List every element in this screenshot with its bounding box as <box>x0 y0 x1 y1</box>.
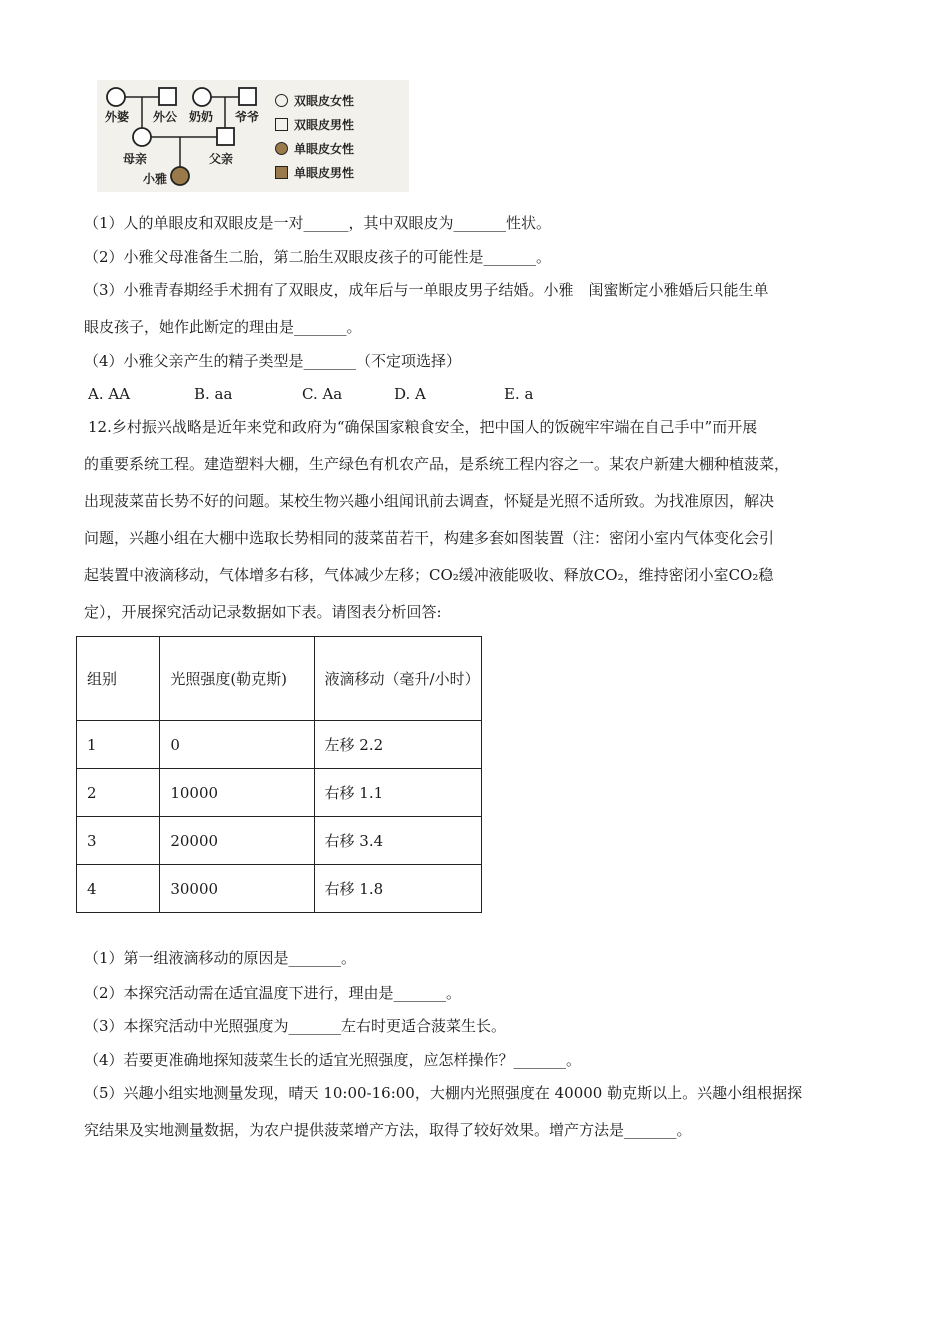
mother-symbol <box>133 128 151 146</box>
q11-sub3-line1: （3）小雅青春期经手术拥有了双眼皮，成年后与一单眼皮男子结婚。小雅 闺蜜断定小雅婚后只能生单 <box>84 281 769 299</box>
header-light: 光照强度(勒克斯) <box>160 637 314 721</box>
open-circle-icon <box>275 94 288 107</box>
q12-sub1: （1）第一组液滴移动的原因是_______。 <box>84 949 357 967</box>
q12-sub4: （4）若要更准确地探知菠菜生长的适宜光照强度，应怎样操作？_______。 <box>84 1051 582 1069</box>
header-group: 组别 <box>77 637 160 721</box>
table-cell: 右移 1.1 <box>314 769 481 817</box>
table-cell: 2 <box>77 769 160 817</box>
q12-line-2: 的重要系统工程。建造塑料大棚，生产绿色有机农产品，是系统工程内容之一。某农户新建大棚种植菠菜， <box>84 455 790 473</box>
option-e: E. a <box>504 385 534 403</box>
q12-line-4: 问题，兴趣小组在大棚中选取长势相同的菠菜苗若干，构建多套如图装置（注：密闭小室内气体变化会引 <box>84 529 775 547</box>
filled-circle-icon <box>275 142 288 155</box>
pedigree-legend <box>275 88 405 184</box>
table-row <box>77 865 482 913</box>
legend-item <box>275 112 405 136</box>
table-cell: 1 <box>77 721 160 769</box>
label-mother: 母亲 <box>123 152 148 166</box>
q11-sub2: （2）小雅父母准备生二胎，第二胎生双眼皮孩子的可能性是_______。 <box>84 248 552 266</box>
header-droplet: 液滴移动（毫升/小时） <box>314 637 481 721</box>
table-row <box>77 769 482 817</box>
legend-label: 双眼皮男性 <box>294 117 355 132</box>
option-c: C. Aa <box>302 385 343 403</box>
legend-item <box>275 160 405 184</box>
child-symbol <box>171 167 189 185</box>
filled-square-icon <box>275 166 288 179</box>
q12-sub5-line2: 究结果及实地测量数据，为农户提供菠菜增产方法，取得了较好效果。增产方法是_______。 <box>84 1121 692 1139</box>
q11-sub4: （4）小雅父亲产生的精子类型是_______（不定项选择） <box>84 352 462 370</box>
q12-line-6: 定），开展探究活动记录数据如下表。请图表分析回答: <box>84 603 442 621</box>
table-cell: 右移 1.8 <box>314 865 481 913</box>
maternal-grandmother-symbol <box>107 88 125 106</box>
label-child: 小雅 <box>143 172 168 186</box>
table-row <box>77 817 482 865</box>
table-cell: 10000 <box>160 769 314 817</box>
option-a: A. AA <box>88 385 131 403</box>
maternal-grandfather-symbol <box>159 88 176 105</box>
q12-line-3: 出现菠菜苗长势不好的问题。某校生物兴趣小组闻讯前去调查，怀疑是光照不适所致。为找准原因，解决 <box>84 492 775 510</box>
table-cell: 20000 <box>160 817 314 865</box>
q12-line-5: 起装置中液滴移动，气体增多右移，气体减少左移；CO₂缓冲液能吸收、释放CO₂，维持密闭小室CO₂稳 <box>84 566 774 584</box>
legend-item <box>275 88 405 112</box>
option-b: B. aa <box>194 385 233 403</box>
data-table <box>76 636 482 913</box>
q11-sub3-line2: 眼皮孩子，她作此断定的理由是_______。 <box>84 318 362 336</box>
q12-line-1: 12.乡村振兴战略是近年来党和政府为“确保国家粮食安全，把中国人的饭碗牢牢端在自己手中”而开展 <box>88 418 758 436</box>
option-d: D. A <box>394 385 426 403</box>
label-maternal-grandfather: 外公 <box>153 110 178 124</box>
table-cell: 0 <box>160 721 314 769</box>
label-paternal-grandfather: 爷爷 <box>235 110 260 124</box>
table-cell: 4 <box>77 865 160 913</box>
q12-sub5-line1: （5）兴趣小组实地测量发现，晴天 10:00-16:00，大棚内光照强度在 40000 勒克斯以上。兴趣小组根据探 <box>84 1084 803 1102</box>
table-cell: 30000 <box>160 865 314 913</box>
legend-label: 单眼皮女性 <box>294 141 355 156</box>
paternal-grandmother-symbol <box>193 88 211 106</box>
pedigree-chart <box>97 80 277 192</box>
label-paternal-grandmother: 奶奶 <box>189 110 214 124</box>
pedigree-figure <box>97 80 409 192</box>
legend-label: 双眼皮女性 <box>294 93 355 108</box>
table-cell: 右移 3.4 <box>314 817 481 865</box>
legend-item <box>275 136 405 160</box>
table-header-row <box>77 637 482 721</box>
q12-sub2: （2）本探究活动需在适宜温度下进行，理由是_______。 <box>84 984 462 1002</box>
q12-sub3: （3）本探究活动中光照强度为_______左右时更适合菠菜生长。 <box>84 1017 507 1035</box>
paternal-grandfather-symbol <box>239 88 256 105</box>
legend-label: 单眼皮男性 <box>294 165 355 180</box>
q11-sub1: （1）人的单眼皮和双眼皮是一对______，其中双眼皮为_______性状。 <box>84 214 552 232</box>
label-father: 父亲 <box>209 152 234 166</box>
table-row <box>77 721 482 769</box>
label-maternal-grandmother: 外婆 <box>105 110 130 124</box>
table-cell: 左移 2.2 <box>314 721 481 769</box>
father-symbol <box>217 128 234 145</box>
open-square-icon <box>275 118 288 131</box>
table-cell: 3 <box>77 817 160 865</box>
